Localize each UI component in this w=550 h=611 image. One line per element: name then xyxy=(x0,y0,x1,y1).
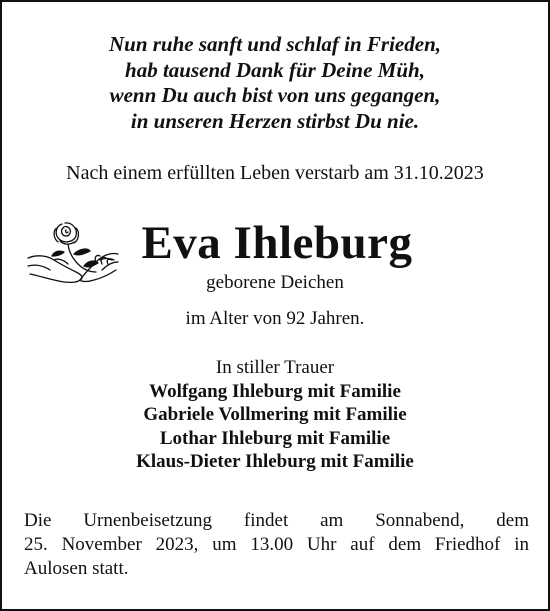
verse-line: wenn Du auch bist von uns gegangen, xyxy=(109,83,441,107)
mourner-family: Klaus-Dieter Ihleburg mit Familie xyxy=(136,451,414,472)
memorial-verse xyxy=(2,32,548,134)
burial-line: 25. November 2023, um 13.00 Uhr auf dem Friedhof in xyxy=(24,534,529,555)
birth-name: geborene Deichen xyxy=(206,272,344,293)
death-announcement: Nach einem erfüllten Leben verstarb am 31.10.2023 xyxy=(66,162,484,184)
mourner-family: Wolfgang Ihleburg mit Familie xyxy=(149,380,401,402)
mourner-family: Gabriele Vollmering mit Familie xyxy=(143,404,407,425)
verse-line: hab tausend Dank für Deine Müh, xyxy=(125,57,425,82)
mourning-intro: In stiller Trauer xyxy=(215,357,335,378)
age-at-death: im Alter von 92 Jahren. xyxy=(185,308,365,329)
verse-line: Nun ruhe sanft und schlaf in Frieden, xyxy=(108,32,441,56)
burial-line: Die Urnenbeisetzung findet am Sonnabend, dem xyxy=(24,510,529,531)
verse-line: in unseren Herzen stirbst Du nie. xyxy=(130,108,420,133)
deceased-name: Eva Ihleburg xyxy=(141,217,413,269)
mourners-section xyxy=(2,356,548,474)
mourner-family: Lothar Ihleburg mit Familie xyxy=(159,427,391,449)
burial-information xyxy=(24,509,529,581)
burial-line: Aulosen statt. xyxy=(24,558,129,579)
